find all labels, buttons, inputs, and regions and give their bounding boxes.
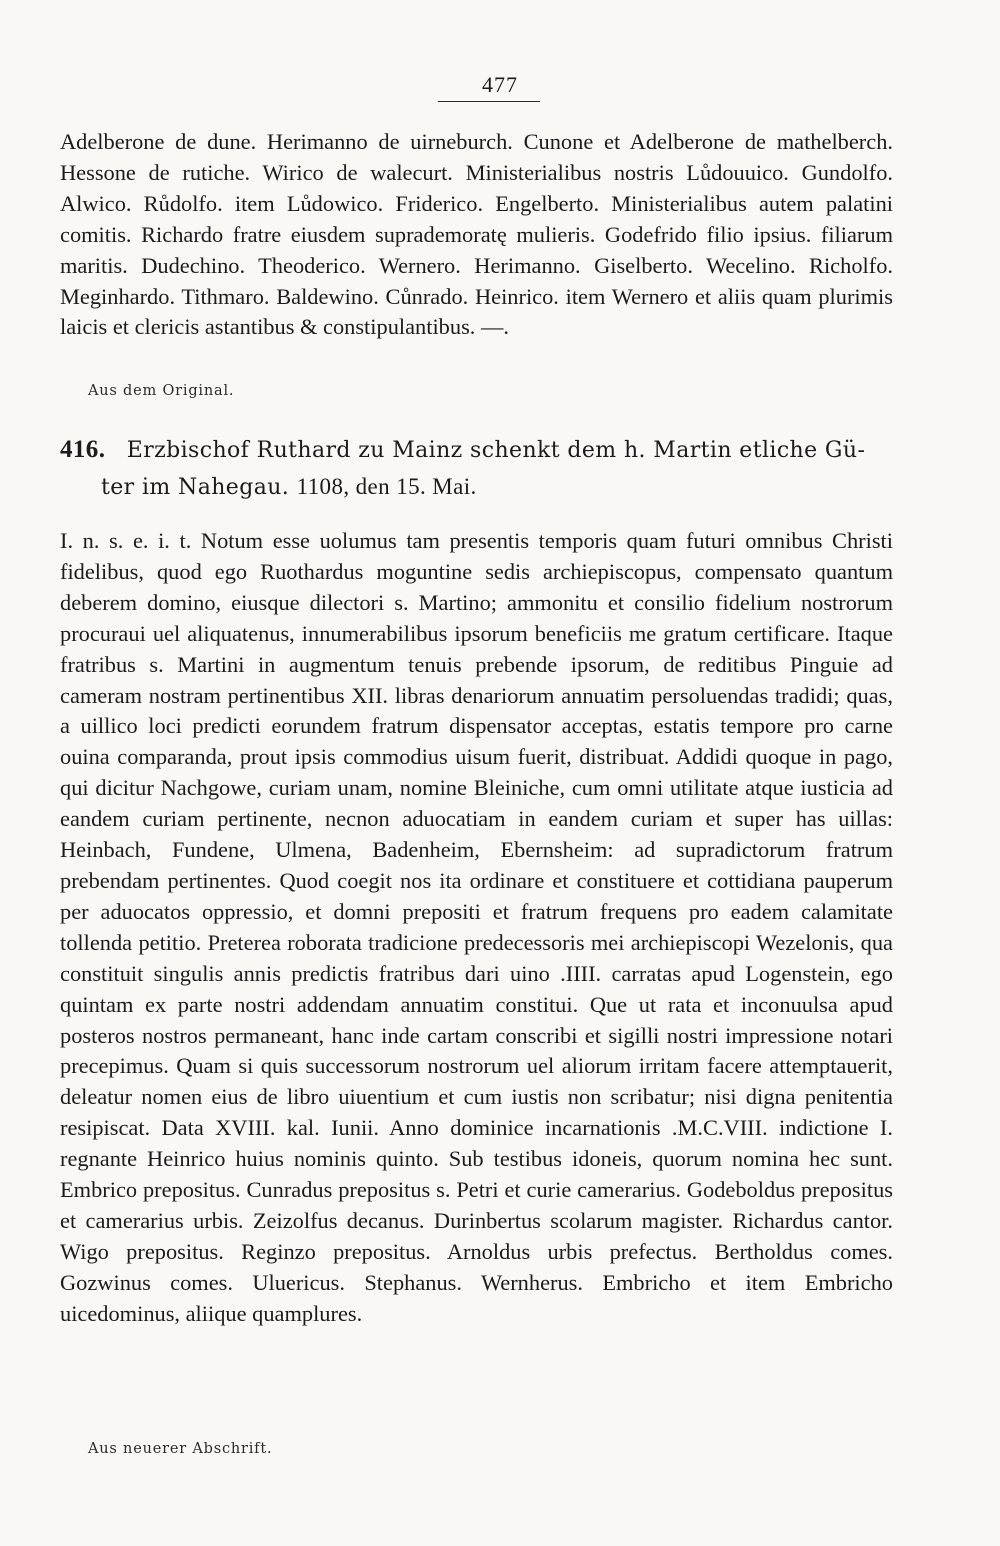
charter-title-line-1: Erzbischof Ruthard zu Mainz schenkt dem h. Martin etliche Gü- [126,438,866,463]
charter-title-line-2: ter im Nahegau. [101,475,290,500]
page-number-rule [438,101,540,102]
charter-date: 1108, den 15. Mai. [296,474,477,499]
charter-heading-line-2 [60,469,940,506]
charter-heading-line-1 [60,432,940,469]
source-note-original: Aus dem Original. [88,383,235,399]
source-note-copy: Aus neuerer Abschrift. [88,1441,273,1457]
previous-charter-witness-list: Adelberone de dune. Herimanno de uirneburch. Cunone et Adelberone de mathelberch. Hessone de rutiche. Wirico de walecurt. Ministerialibus nostris Lůdouuico. Gundolfo. Alwico. Růdolfo. item Lůdowico. Friderico. Engelberto. Ministerialibus autem palatini comitis. Richardo fratre eiusdem suprademoratę mulieris. Godefrido filio ipsius. filiarum maritis. Dudechino. Theoderico. Wernero. Herimanno. Giselberto. Wecelino. Richolfo. Meginhardo. Tithmaro. Baldewino. Cůnrado. Heinrico. item Wernero et aliis quam plurimis laicis et clericis astantibus & constipulantibus. —. [60,129,893,340]
charter-heading [60,432,940,506]
charter-text: I. n. s. e. i. t. Notum esse uolumus tam presentis temporis quam futuri omnibus Christi fidelibus, quod ego Ruothardus moguntine sedis archiepiscopus, compensato quantum deberem domino, eiusque dilectori s. Martino; ammonitu et consilio fidelium nostrorum procuraui uel aliquatenus, innumerabilibus ipsorum beneficiis me gratum certificare. Itaque fratribus s. Martini in augmentum tenuis prebende ipsorum, de reditibus Pinguie ad cameram nostram pertinentibus XII. libras denariorum annuatim persoluendas tradidi; quas, a uillico loci predicti eorundem fratrum dispensator acceptas, estatis tempore pro carne ouina comparanda, prout ipsis commodius uisum fuerit, distribuat. Addidi quoque in pago, qui dicitur Nachgowe, curiam unam, nomine Bleiniche, cum omni utilitate atque iusticia ad eandem curiam pertinente, necnon aduocatiam in eandem curiam et super has uillas: Heinbach, Fundene, Ulmena, Badenheim, Ebernsheim: ad supradictorum fratrum prebendam pertinentes. Quod coegit nos ita ordinare et constituere et cottidiana pauperum per aduocatos oppressio, et domni prepositi et fratrum frequens pro eadem calamitate tollenda petitio. Preterea roborata tradicione predecessoris mei archiepiscopi Wezelonis, qua constituit singulis annis predictis fratribus dari uino .IIII. carratas apud Logenstein, ego quintam ex parte nostri addendam annuatim constitui. Que ut rata et inconuulsa apud posteros nostros permaneant, hanc inde cartam conscribi et sigilli nostri impressione notari precepimus. Quam si quis successorum nostrorum uel aliorum irritam facere attemptauerit, deleatur nomen eius de libro uiuentium et cum iustis non scribatur; nisi digna penitentia resipiscat. Data XVIII. kal. Iunii. Anno dominice incarnationis .M.C.VIII. indictione I. regnante Heinrico huius nominis quinto. Sub testibus idoneis, quorum nomina hec sunt. Embrico prepositus. Cunradus prepositus s. Petri et curie camerarius. Godeboldus prepositus et camerarius urbis. Zeizolfus decanus. Durinbertus scolarum magister. Richardus cantor. Wigo prepositus. Reginzo prepositus. Arnoldus urbis prefectus. Bertholdus comes. Gozwinus comes. Uluericus. Stephanus. Wernherus. Embricho et item Embricho uicedominus, aliique quamplures. [60,528,893,1326]
page-number: 477 [482,72,518,97]
charter-number: 416. [60,436,106,463]
